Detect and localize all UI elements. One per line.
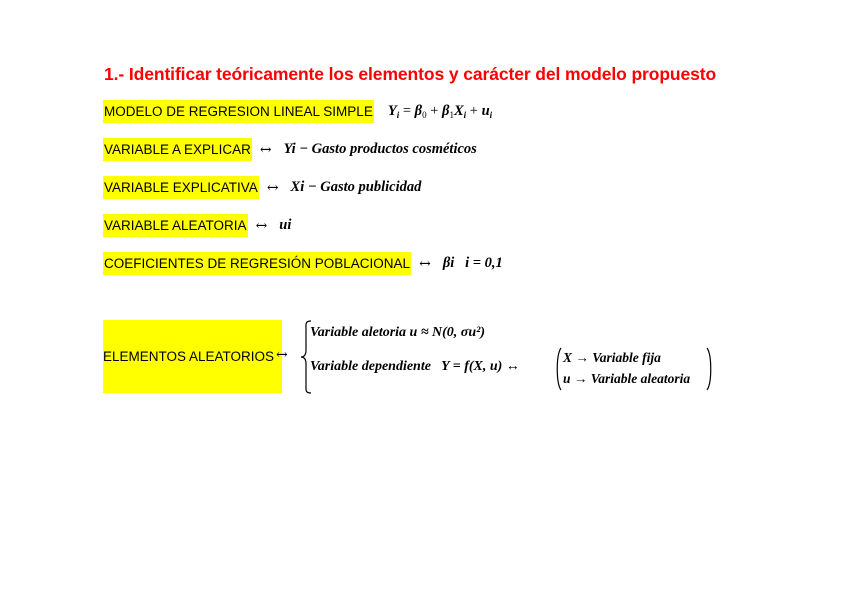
label-variable-explicar: VARIABLE A EXPLICAR [103,138,252,161]
left-paren-icon [554,347,562,391]
formula-variable-aletoria-line: Variable aletoria u ≈ N(0, σu²) [310,325,485,340]
formula-variable-explicativa: Xi − Gasto publicidad [290,179,422,195]
formula-modelo: $Y_i = \beta_0 + \beta_1X_i + u_i$ [387,103,493,120]
label-coeficientes: COEFICIENTES DE REGRESIÓN POBLACIONAL [103,252,411,275]
formula-variable-dependiente-line: Variable dependiente Y = f(X, u) ↔ [310,359,520,374]
arrow-icon: ↔ [266,179,279,196]
elementos-aleatorios-box [103,320,282,393]
label-elementos-aleatorios: ELEMENTOS ALEATORIOS [103,349,275,364]
variable-fija-line: X → Variable fija [563,350,661,365]
row-variable-explicativa [103,176,421,199]
arrow-icon: ↔ [276,347,288,363]
label-modelo: MODELO DE REGRESION LINEAL SIMPLE [103,100,374,123]
row-coeficientes [103,252,503,275]
variable-aleatoria-line: u → Variable aleatoria [563,371,691,386]
formula-variable-explicar: Yi − Gasto productos cosméticos [283,141,477,157]
formula-coeficientes: βi i = 0,1 [442,255,503,271]
right-paren-icon [706,347,714,391]
formula-variable-aleatoria: ui [279,217,292,233]
page-title: 1.- Identificar teóricamente los elementos y carácter del modelo propuesto [104,64,717,84]
row-modelo [103,100,492,123]
arrow-icon: ↔ [259,141,272,158]
row-variable-aleatoria [103,214,291,237]
row-variable-explicar [103,138,477,161]
arrow-icon: ↔ [419,255,431,272]
label-variable-aleatoria: VARIABLE ALEATORIA [103,214,248,237]
arrow-icon: ↔ [255,217,268,234]
label-variable-explicativa: VARIABLE EXPLICATIVA [103,176,259,199]
